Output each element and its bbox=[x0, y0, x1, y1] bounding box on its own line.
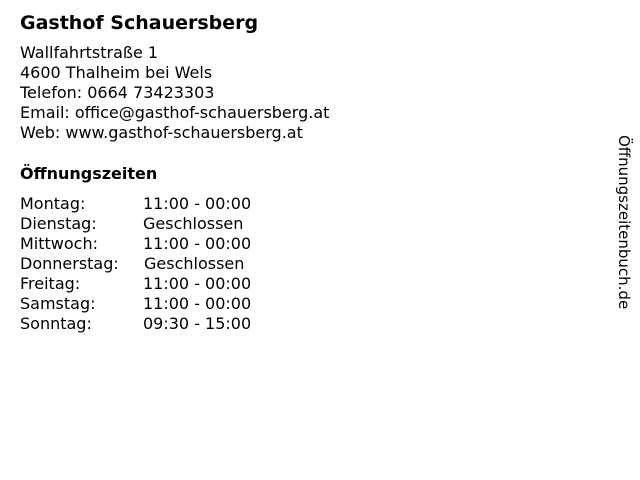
city-line: 4600 Thalheim bei Wels bbox=[20, 63, 213, 82]
site-watermark-text: Öffnungszeitenbuch.de bbox=[615, 135, 633, 310]
day-label: Mittwoch: bbox=[20, 234, 98, 253]
business-name: Gasthof Schauersberg bbox=[20, 12, 259, 34]
day-label: Freitag: bbox=[20, 274, 81, 293]
time-value: Geschlossen bbox=[144, 254, 245, 273]
day-label: Donnerstag: bbox=[20, 254, 119, 273]
day-label: Dienstag: bbox=[20, 214, 97, 233]
time-value: 09:30 - 15:00 bbox=[143, 314, 252, 333]
hours-heading: Öffnungszeiten bbox=[20, 164, 158, 183]
time-value: 11:00 - 00:00 bbox=[143, 234, 252, 253]
email-line: Email: office@gasthof-schauersberg.at bbox=[20, 103, 330, 122]
web-line: Web: www.gasthof-schauersberg.at bbox=[20, 123, 303, 142]
street-line: Wallfahrtstraße 1 bbox=[20, 43, 159, 62]
day-label: Montag: bbox=[20, 194, 86, 213]
time-value: 11:00 - 00:00 bbox=[143, 274, 252, 293]
business-address bbox=[20, 43, 329, 143]
day-label: Sonntag: bbox=[20, 314, 92, 333]
day-label: Samstag: bbox=[20, 294, 96, 313]
time-value: 11:00 - 00:00 bbox=[143, 294, 252, 313]
phone-line: Telefon: 0664 73423303 bbox=[20, 83, 215, 102]
time-value: 11:00 - 00:00 bbox=[143, 194, 252, 213]
time-value: Geschlossen bbox=[143, 214, 244, 233]
site-watermark bbox=[612, 135, 636, 365]
